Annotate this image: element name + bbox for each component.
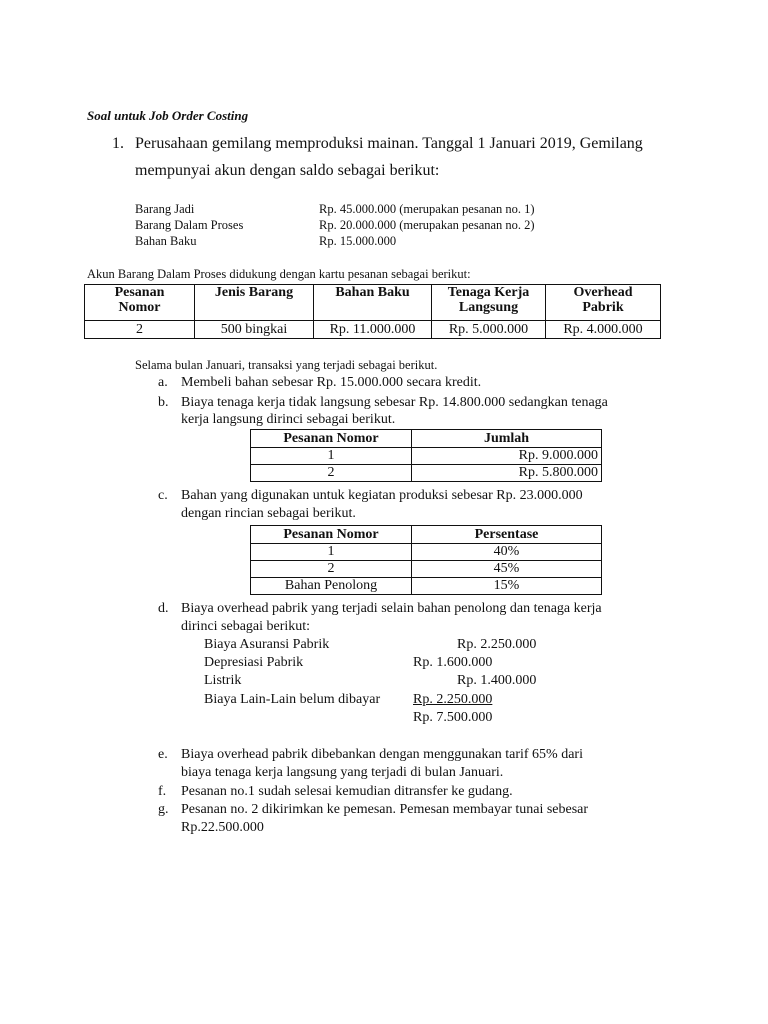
cell: Rp. 9.000.000 (412, 448, 602, 465)
wip-table (84, 284, 661, 339)
overhead-value: Rp. 2.250.000 (413, 692, 493, 707)
labor-table-header (251, 430, 602, 448)
item-f-text: Pesanan no.1 sudah selesai kemudian ditransfer ke gudang. (181, 784, 513, 799)
header-overhead: Overhead Pabrik (546, 285, 661, 321)
item-letter-c: c. (158, 488, 168, 503)
table-row (251, 578, 602, 595)
cell: 1 (251, 448, 412, 465)
cell: 15% (412, 578, 602, 595)
item-letter-b: b. (158, 395, 169, 410)
balance-account: Barang Dalam Proses (135, 218, 244, 232)
header-tenaga-kerja: Tenaga Kerja Langsung (432, 285, 546, 321)
table-row (251, 448, 602, 465)
header-pesanan-nomor: Pesanan Nomor (251, 430, 412, 448)
item-e-line1: Biaya overhead pabrik dibebankan dengan menggunakan tarif 65% dari (181, 747, 583, 762)
item-b-line2: kerja langsung dirinci sebagai berikut. (181, 412, 396, 427)
cell: Rp. 5.000.000 (432, 321, 546, 339)
table-row (251, 544, 602, 561)
item-letter-a: a. (158, 375, 168, 390)
cell: Rp. 11.000.000 (314, 321, 432, 339)
material-table (250, 525, 602, 595)
item-c-line1: Bahan yang digunakan untuk kegiatan produksi sebesar Rp. 23.000.000 (181, 488, 583, 503)
labor-table (250, 429, 602, 482)
overhead-value: Rp. 1.600.000 (413, 655, 493, 670)
overhead-label: Biaya Asuransi Pabrik (204, 637, 330, 652)
balance-value: Rp. 45.000.000 (merupakan pesanan no. 1) (319, 202, 535, 216)
item-letter-e: e. (158, 747, 168, 762)
item-d-line1: Biaya overhead pabrik yang terjadi selain bahan penolong dan tenaga kerja (181, 601, 602, 616)
wip-table-header (85, 285, 661, 321)
header-bahan-baku: Bahan Baku (314, 285, 432, 321)
item-letter-g: g. (158, 802, 169, 817)
item-b-line1: Biaya tenaga kerja tidak langsung sebesar Rp. 14.800.000 sedangkan tenaga (181, 395, 608, 410)
item-d-line2: dirinci sebagai berikut: (181, 619, 311, 634)
header-jenis-barang: Jenis Barang (195, 285, 314, 321)
overhead-total: Rp. 7.500.000 (413, 710, 493, 725)
overhead-label: Biaya Lain-Lain belum dibayar (204, 692, 381, 707)
item-c-line2: dengan rincian sebagai berikut. (181, 506, 356, 521)
cell: 45% (412, 561, 602, 578)
overhead-label: Listrik (204, 673, 242, 688)
table-row (85, 321, 661, 339)
item-e-line2: biaya tenaga kerja langsung yang terjadi di bulan Januari. (181, 765, 504, 780)
header-jumlah: Jumlah (412, 430, 602, 448)
cell: 2 (251, 465, 412, 482)
wip-caption: Akun Barang Dalam Proses didukung dengan kartu pesanan sebagai berikut: (87, 267, 471, 281)
cell: Rp. 4.000.000 (546, 321, 661, 339)
item-g-line1: Pesanan no. 2 dikirimkan ke pemesan. Pemesan membayar tunai sebesar (181, 802, 589, 817)
cell: Bahan Penolong (251, 578, 412, 595)
header-persentase: Persentase (412, 526, 602, 544)
item-letter-f: f. (158, 784, 167, 799)
item-letter-d: d. (158, 601, 169, 616)
overhead-value: Rp. 1.400.000 (457, 673, 537, 688)
material-table-header (251, 526, 602, 544)
header-pesanan: Pesanan Nomor (85, 285, 195, 321)
balance-value: Rp. 15.000.000 (319, 234, 397, 248)
table-row (251, 465, 602, 482)
cell: 2 (251, 561, 412, 578)
question-intro-line2: mempunyai akun dengan saldo sebagai berikut: (135, 162, 440, 179)
table-row (251, 561, 602, 578)
cell: 2 (85, 321, 195, 339)
item-g-line2: Rp.22.500.000 (181, 820, 264, 835)
question-intro-line1: Perusahaan gemilang memproduksi mainan. Tanggal 1 Januari 2019, Gemilang (135, 135, 643, 152)
balance-account: Bahan Baku (135, 234, 197, 248)
header-pesanan-nomor: Pesanan Nomor (251, 526, 412, 544)
page-title: Soal untuk Job Order Costing (87, 108, 249, 123)
transactions-intro: Selama bulan Januari, transaksi yang terjadi sebagai berikut. (135, 358, 438, 372)
cell: Rp. 5.800.000 (412, 465, 602, 482)
overhead-value: Rp. 2.250.000 (457, 637, 537, 652)
balance-value: Rp. 20.000.000 (merupakan pesanan no. 2) (319, 218, 535, 232)
balance-account: Barang Jadi (135, 202, 195, 216)
item-a-text: Membeli bahan sebesar Rp. 15.000.000 secara kredit. (181, 375, 482, 390)
cell: 1 (251, 544, 412, 561)
cell: 500 bingkai (195, 321, 314, 339)
cell: 40% (412, 544, 602, 561)
question-number: 1. (112, 135, 124, 152)
overhead-label: Depresiasi Pabrik (204, 655, 304, 670)
